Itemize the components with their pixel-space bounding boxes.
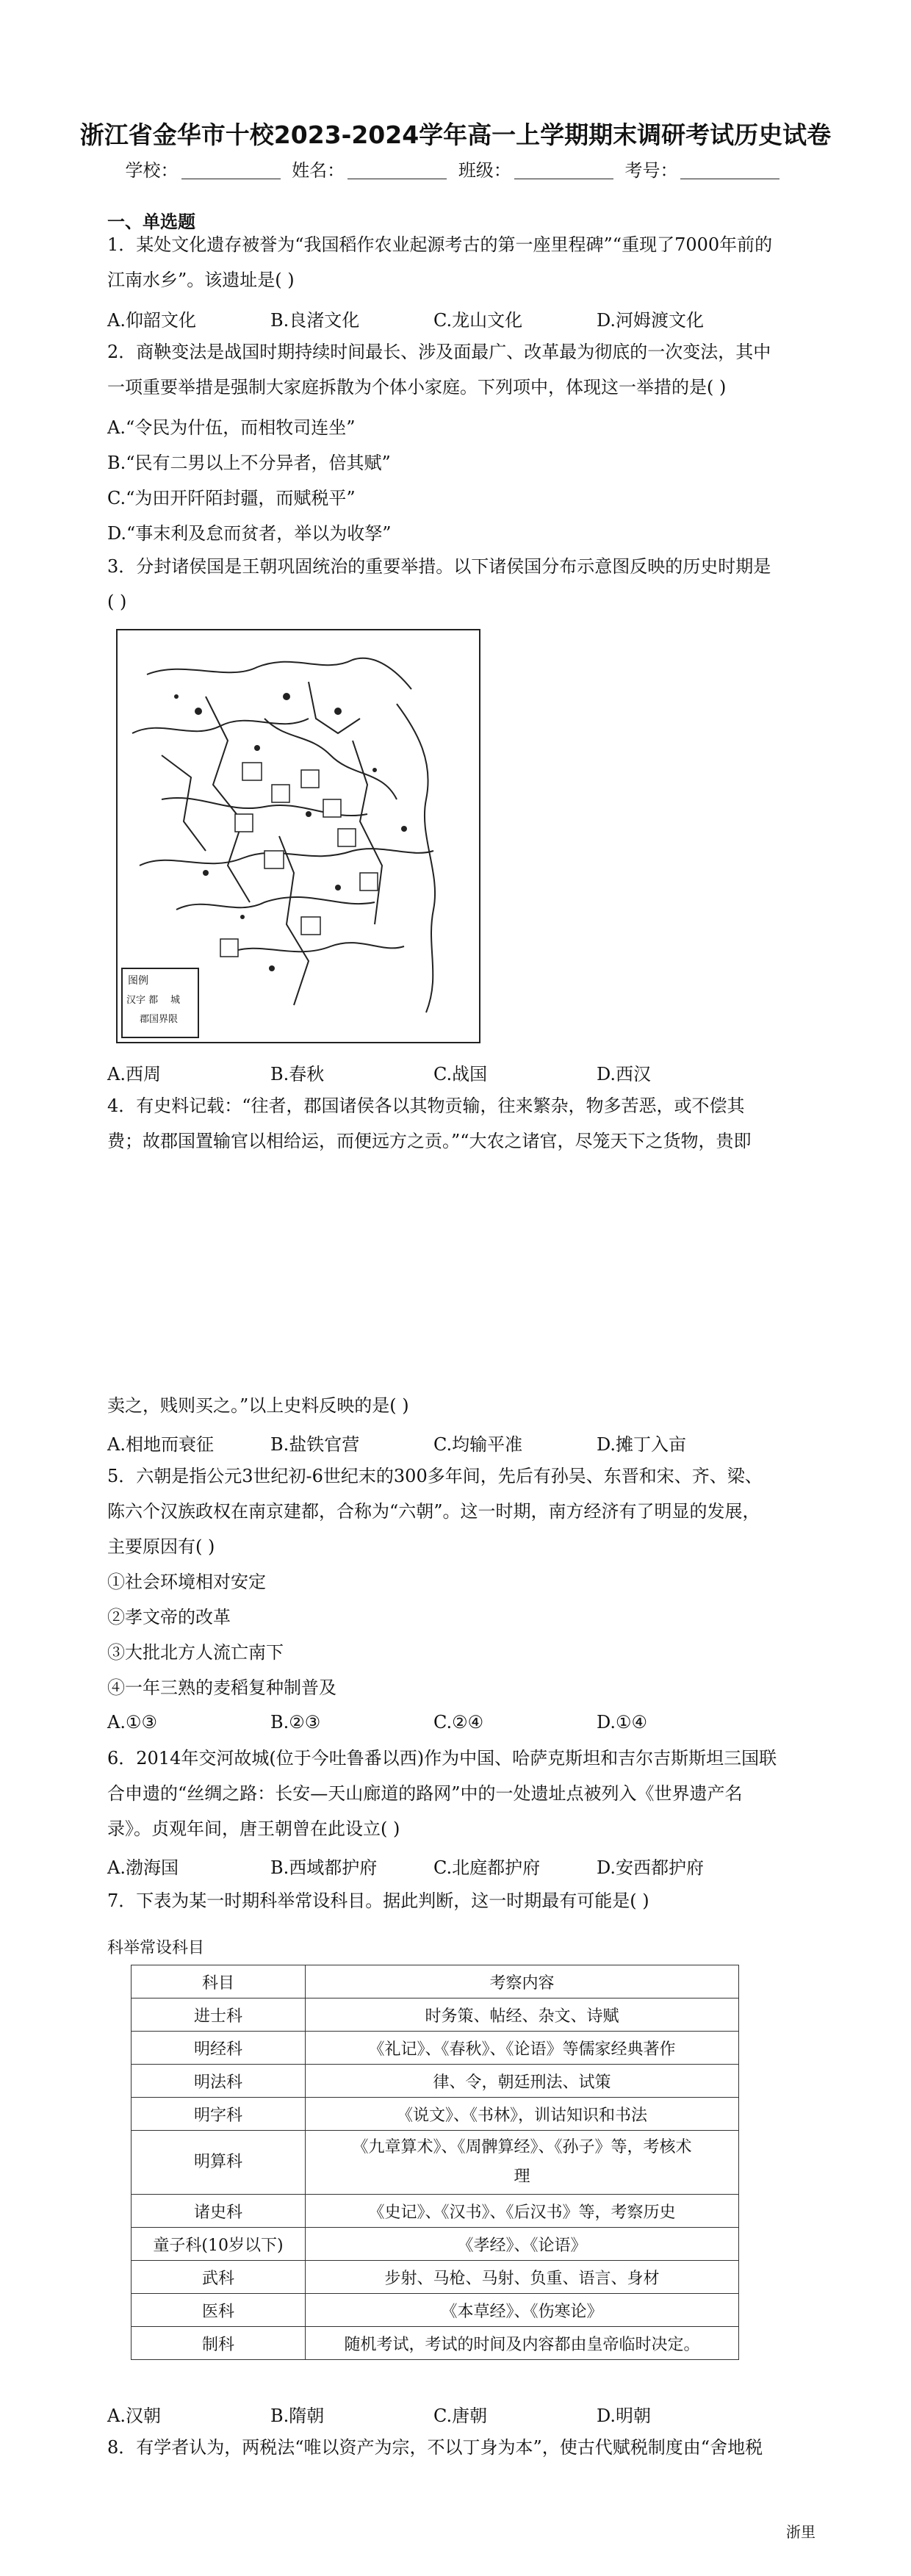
q5-option-d[interactable]: D.①④ — [597, 1712, 648, 1733]
table-cell: 医科 — [132, 2294, 306, 2327]
table-row — [132, 2032, 739, 2065]
exam-subjects-table — [131, 1965, 739, 2360]
table-caption: 科举常设科目 — [107, 1939, 205, 1957]
q4-option-c[interactable]: C.均输平准 — [433, 1434, 523, 1455]
q2-option-c[interactable]: C.“为田开阡陌封疆，而赋税平” — [107, 488, 356, 508]
q1-option-d[interactable]: D.河姆渡文化 — [597, 310, 705, 331]
table-row — [132, 2131, 739, 2195]
q5-statement-4: ④一年三熟的麦稻复种制普及 — [107, 1677, 336, 1698]
q6-line1: 6．2014年交河故城(位于今吐鲁番以西)作为中国、哈萨克斯坦和吉尔吉斯斯坦三国联 — [107, 1748, 777, 1769]
q4-line1: 4．有史料记载：“往者，郡国诸侯各以其物贡输，往来繁杂，物多苦恶，或不偿其 — [107, 1095, 745, 1116]
q5-line3: 主要原因有( ) — [107, 1536, 215, 1557]
exam-title: 浙江省金华市十校2023-2024学年高一上学期期末调研考试历史试卷 — [79, 120, 832, 149]
q7-option-b[interactable]: B.隋朝 — [270, 2406, 325, 2426]
table-header-cell: 科目 — [132, 1965, 306, 1998]
table-cell: 明字科 — [132, 2098, 306, 2131]
q4-line3: 卖之，贱则买之。”以上史料反映的是( ) — [107, 1395, 409, 1416]
q5-option-b[interactable]: B.②③ — [270, 1712, 321, 1733]
school-label: 学校： — [125, 160, 179, 181]
class-label: 班级： — [458, 160, 511, 181]
table-cell: 武科 — [132, 2261, 306, 2294]
q1-line2: 江南水乡”。该遗址是( ) — [107, 270, 295, 290]
q1-option-b[interactable]: B.良渚文化 — [270, 310, 360, 331]
q7-option-c[interactable]: C.唐朝 — [433, 2406, 488, 2426]
table-cell: 明算科 — [132, 2131, 306, 2195]
q3-option-b[interactable]: B.春秋 — [270, 1064, 325, 1084]
map-legend-title: 图例 — [128, 975, 148, 987]
q7-option-d[interactable]: D.明朝 — [597, 2406, 652, 2426]
q5-statement-1: ①社会环境相对安定 — [107, 1572, 266, 1592]
table-cell: 明法科 — [132, 2065, 306, 2098]
q5-option-c[interactable]: C.②④ — [433, 1712, 484, 1733]
table-cell: 随机考试，考试的时间及内容都由皇帝临时决定。 — [306, 2327, 739, 2360]
table-cell: 步射、马枪、马射、负重、语言、身材 — [306, 2261, 739, 2294]
table-cell — [306, 2131, 739, 2195]
q2-line1: 2．商鞅变法是战国时期持续时间最长、涉及面最广、改革最为彻底的一次变法，其中 — [107, 342, 771, 362]
table-cell: 制科 — [132, 2327, 306, 2360]
table-cell: 律、令，朝廷刑法、试策 — [306, 2065, 739, 2098]
table-cell: 《本草经》、《伤寒论》 — [306, 2294, 739, 2327]
page-footer: 浙里 — [786, 2523, 815, 2541]
q6-option-a[interactable]: A.渤海国 — [107, 1857, 179, 1878]
q3-line2: ( ) — [107, 591, 127, 612]
q3-option-a[interactable]: A.西周 — [107, 1064, 161, 1084]
q3-option-d[interactable]: D.西汉 — [597, 1064, 652, 1084]
table-row — [132, 2065, 739, 2098]
q5-line1: 5．六朝是指公元3世纪初-6世纪末的300多年间，先后有孙吴、东晋和宋、齐、梁、 — [107, 1466, 763, 1486]
q2-option-b[interactable]: B.“民有二男以上不分异者，倍其赋” — [107, 453, 391, 473]
q2-line2: 一项重要举措是强制大家庭拆散为个体小家庭。下列项中，体现这一举措的是( ) — [107, 377, 727, 397]
map-legend-item-city: 城 — [170, 995, 181, 1006]
table-cell: 《说文》、《书林》，训诂知识和书法 — [306, 2098, 739, 2131]
q3-line1: 3．分封诸侯国是王朝巩固统治的重要举措。以下诸侯国分布示意图反映的历史时期是 — [107, 556, 771, 577]
q7-line1: 7．下表为某一时期科举常设科目。据此判断，这一时期最有可能是( ) — [107, 1890, 649, 1911]
q4-option-a[interactable]: A.相地而衰征 — [107, 1434, 214, 1455]
number-field[interactable] — [680, 162, 779, 179]
q7-option-a[interactable]: A.汉朝 — [107, 2406, 161, 2426]
q1-option-c[interactable]: C.龙山文化 — [433, 310, 523, 331]
student-info-line — [0, 156, 911, 181]
table-row — [132, 2098, 739, 2131]
table-row — [132, 2228, 739, 2261]
q3-option-c[interactable]: C.战国 — [433, 1064, 488, 1084]
q2-option-d[interactable]: D.“事末利及怠而贫者，举以为收孥” — [107, 523, 392, 544]
map-legend-item-border: 郡国界限 — [140, 1014, 179, 1025]
table-cell: 进士科 — [132, 1998, 306, 2032]
table-cell: 时务策、帖经、杂文、诗赋 — [306, 1998, 739, 2032]
name-label: 姓名： — [292, 160, 345, 181]
class-field[interactable] — [514, 162, 613, 179]
q5-option-a[interactable]: A.①③ — [107, 1712, 157, 1733]
table-row — [132, 2261, 739, 2294]
school-field[interactable] — [181, 162, 281, 179]
q6-line3: 录》。贞观年间，唐王朝曾在此设立( ) — [107, 1818, 400, 1839]
table-cell: 《史记》、《汉书》、《后汉书》等，考察历史 — [306, 2195, 739, 2228]
q5-statement-2: ②孝文帝的改革 — [107, 1607, 231, 1627]
q6-line2: 合申遗的“丝绸之路：长安—天山廊道的路网”中的一处遗址点被列入《世界遗产名 — [107, 1783, 743, 1804]
q4-line2: 费；故郡国置输官以相给运，而便远方之贡。”“大农之诸官，尽笼天下之货物，贵即 — [107, 1131, 752, 1151]
name-field[interactable] — [348, 162, 447, 179]
q8-line1: 8．有学者认为，两税法“唯以资产为宗，不以丁身为本”，使古代赋税制度由“舍地税 — [107, 2437, 763, 2458]
number-label: 考号： — [624, 160, 678, 181]
section-heading: 一、单选题 — [107, 212, 195, 232]
q4-option-b[interactable]: B.盐铁官营 — [270, 1434, 360, 1455]
table-cell: 诸史科 — [132, 2195, 306, 2228]
q1-option-a[interactable]: A.仰韶文化 — [107, 310, 196, 331]
table-cell: 童子科(10岁以下) — [132, 2228, 306, 2261]
table-row — [132, 1998, 739, 2032]
q5-statement-3: ③大批北方人流亡南下 — [107, 1642, 284, 1663]
q4-option-d[interactable]: D.摊丁入亩 — [597, 1434, 687, 1455]
q6-option-d[interactable]: D.安西都护府 — [597, 1857, 705, 1878]
table-header-cell: 考察内容 — [306, 1965, 739, 1998]
table-cell: 《礼记》、《春秋》、《论语》等儒家经典著作 — [306, 2032, 739, 2065]
table-cell-line: 《九章算术》、《周髀算经》、《孙子》等，考核术 — [352, 2138, 692, 2156]
q1-line1: 1．某处文化遗存被誉为“我国稻作农业起源考古的第一座里程碑”“重现了7000年前的 — [107, 234, 773, 255]
map-legend-item-capital: 汉字 都 — [126, 995, 159, 1006]
feudal-states-map — [116, 629, 480, 1043]
table-cell: 《孝经》、《论语》 — [306, 2228, 739, 2261]
table-row — [132, 2327, 739, 2360]
q5-line2: 陈六个汉族政权在南京建都，合称为“六朝”。这一时期，南方经济有了明显的发展， — [107, 1501, 760, 1522]
q6-option-b[interactable]: B.西域都护府 — [270, 1857, 378, 1878]
table-header-row — [132, 1965, 739, 1998]
table-cell-line: 理 — [514, 2167, 530, 2186]
q2-option-a[interactable]: A.“令民为什伍，而相牧司连坐” — [107, 417, 356, 438]
table-row — [132, 2195, 739, 2228]
table-row — [132, 2294, 739, 2327]
map-drawing — [118, 630, 479, 1042]
table-cell: 明经科 — [132, 2032, 306, 2065]
q6-option-c[interactable]: C.北庭都护府 — [433, 1857, 541, 1878]
